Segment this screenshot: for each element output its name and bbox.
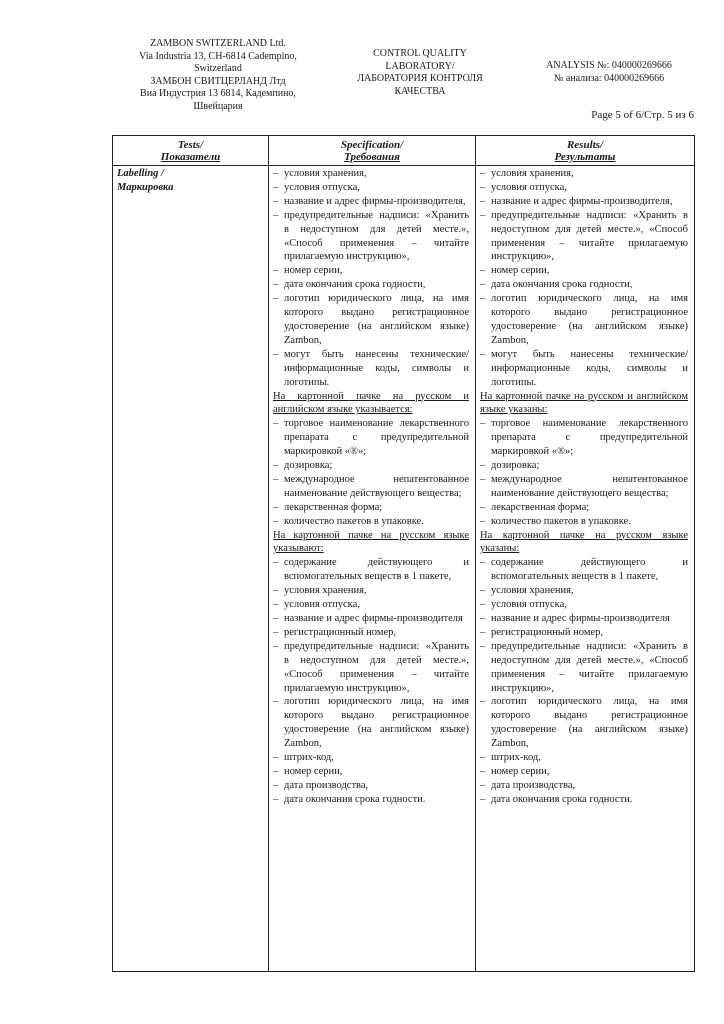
section-heading: На картонной пачке на русском и английском языке указаны: [480, 390, 688, 416]
company-country-ru: Швейцария [193, 100, 243, 112]
list-item-text: лекарственная форма; [491, 501, 590, 513]
list-item-text: штрих-код, [491, 752, 541, 764]
dash-bullet: – [480, 765, 486, 777]
list-item [480, 556, 688, 584]
lab-line: КАЧЕСТВА [394, 85, 446, 97]
list-item [480, 473, 688, 501]
list-item [480, 459, 688, 473]
list-item [480, 793, 688, 807]
list-item [273, 556, 469, 584]
dash-bullet: – [273, 195, 279, 207]
list-item [273, 751, 469, 765]
section-heading: На картонной пачке на русском языке указывают: [273, 529, 469, 555]
list-item-text: номер серии, [491, 265, 550, 277]
analysis-block [524, 60, 694, 85]
dash-bullet: – [480, 515, 486, 527]
list-item-text: дата окончания срока годности. [284, 793, 426, 805]
dash-bullet: – [480, 209, 486, 221]
list-item [273, 473, 469, 501]
header-specification: Specification/ Требования [269, 136, 476, 166]
list-item-text: дата окончания срока годности, [491, 279, 633, 291]
dash-bullet: – [273, 557, 279, 569]
list-item-text: торговое наименование лекарственного препарата с предупредительной маркировкой «®»; [284, 418, 469, 458]
list-item [273, 209, 469, 265]
list-item-text: могут быть нанесены технические/информационные коды, символы и логотипы. [284, 348, 469, 388]
dash-bullet: – [273, 168, 279, 179]
list-item-text: логотип юридического лица, на имя которого выдано регистрационное удостоверение (на английском языке) Zambon, [284, 696, 469, 750]
list-item-text: название и адрес фирмы-производителя, [284, 195, 466, 207]
list-item [480, 501, 688, 515]
list-item [480, 209, 688, 265]
list-item [480, 515, 688, 529]
dash-bullet: – [480, 640, 486, 652]
list-item-text: условия отпуска, [491, 599, 567, 611]
dash-bullet: – [273, 515, 279, 527]
list-item [480, 348, 688, 390]
list-item [273, 612, 469, 626]
section-heading: На картонной пачке на русском и английском языке указывается: [273, 390, 469, 416]
list-item [480, 612, 688, 626]
dash-bullet: – [273, 265, 279, 277]
page-number: Page 5 of 6/Стр. 5 из 6 [591, 109, 694, 121]
table-row [113, 166, 695, 972]
lab-block [336, 48, 504, 98]
header-tests: Tests/ Показатели [113, 136, 269, 166]
dash-bullet: – [480, 585, 486, 597]
list-item-text: номер серии, [491, 765, 550, 777]
list-item-text: международное непатентованное наименование действующего вещества; [284, 473, 469, 499]
list-item-text: количество пакетов в упаковке. [491, 515, 631, 527]
list-item-text: условия отпуска, [284, 181, 360, 193]
list-item [480, 181, 688, 195]
dash-bullet: – [480, 599, 486, 611]
lab-line: LABORATORY/ [385, 60, 455, 72]
analysis-number-en: ANALYSIS №: 040000269666 [546, 60, 672, 71]
list-item-text: название и адрес фирмы-производителя, [491, 195, 673, 207]
list-item [273, 195, 469, 209]
dash-bullet: – [273, 209, 279, 221]
dash-bullet: – [273, 779, 279, 791]
dash-bullet: – [480, 168, 486, 179]
dash-bullet: – [480, 279, 486, 291]
test-name-en: Labelling / [117, 168, 164, 179]
test-name-cell [113, 166, 269, 972]
dash-bullet: – [273, 585, 279, 597]
list-item [273, 515, 469, 529]
company-country-en: Switzerland [194, 63, 242, 74]
specification-cell [269, 166, 476, 972]
list-item [480, 167, 688, 181]
list-item-text: номер серии, [284, 265, 343, 277]
company-address-en: Via Industria 13, CH-6814 Cadempino, [139, 50, 297, 62]
list-item-text: содержание действующего и вспомогательных веществ в 1 пакете, [491, 557, 688, 583]
dash-bullet: – [480, 696, 486, 708]
list-item-text: предупредительные надписи: «Хранить в недоступном для детей месте.», «Способ применения – читайте прилагаемую инструкцию», [284, 640, 469, 694]
list-item [273, 181, 469, 195]
dash-bullet: – [480, 265, 486, 277]
company-name-ru: ЗАМБОН СВИТЦЕРЛАНД Лтд [150, 75, 286, 87]
dash-bullet: – [273, 765, 279, 777]
list-item [273, 417, 469, 459]
dash-bullet: – [273, 696, 279, 708]
lab-line: CONTROL QUALITY [373, 48, 467, 59]
list-item-text: номер серии, [284, 765, 343, 777]
dash-bullet: – [273, 279, 279, 291]
list-item [273, 626, 469, 640]
list-item-text: логотип юридического лица, на имя которого выдано регистрационное удостоверение (на английском языке) Zambon, [284, 293, 469, 346]
dash-bullet: – [273, 640, 279, 652]
list-item-text: условия хранения, [491, 585, 574, 597]
table-header-row [113, 136, 695, 166]
dash-bullet: – [273, 501, 279, 513]
list-item-text: логотип юридического лица, на имя которого выдано регистрационное удостоверение (на английском языке) Zambon, [491, 696, 688, 750]
list-item-text: дозировка; [491, 460, 540, 472]
list-item [480, 264, 688, 278]
list-item [480, 751, 688, 765]
list-item [480, 779, 688, 793]
company-name-en: ZAMBON SWITZERLAND Ltd. [150, 38, 286, 49]
list-item-text: количество пакетов в упаковке. [284, 515, 424, 527]
results-cell [476, 166, 695, 972]
dash-bullet: – [273, 181, 279, 193]
dash-bullet: – [480, 501, 486, 513]
dash-bullet: – [480, 348, 486, 360]
list-item [273, 167, 469, 181]
dash-bullet: – [480, 557, 486, 569]
list-item-text: предупредительные надписи: «Хранить в недоступном для детей месте.», «Способ применения – читайте прилагаемую инструкцию», [491, 640, 688, 694]
list-item [273, 793, 469, 807]
dash-bullet: – [273, 348, 279, 360]
list-item-text: могут быть нанесены технические/информационные коды, символы и логотипы. [491, 348, 688, 388]
list-item [480, 765, 688, 779]
dash-bullet: – [480, 460, 486, 472]
list-item [480, 278, 688, 292]
dash-bullet: – [273, 752, 279, 764]
list-item [273, 779, 469, 793]
list-item-text: название и адрес фирмы-производителя [491, 613, 670, 624]
list-item-text: торговое наименование лекарственного препарата с предупредительной маркировкой «®»; [491, 418, 688, 458]
list-item-text: дата окончания срока годности. [491, 793, 633, 805]
list-item [273, 292, 469, 348]
list-item-text: дата производства, [284, 779, 369, 791]
list-item-text: условия хранения, [284, 168, 367, 179]
dash-bullet: – [480, 473, 486, 485]
dash-bullet: – [480, 779, 486, 791]
dash-bullet: – [273, 293, 279, 305]
dash-bullet: – [480, 293, 486, 305]
dash-bullet: – [273, 626, 279, 638]
list-item [273, 765, 469, 779]
list-item [273, 584, 469, 598]
dash-bullet: – [480, 181, 486, 193]
list-item [273, 459, 469, 473]
list-item [273, 348, 469, 390]
list-item [480, 598, 688, 612]
dash-bullet: – [480, 195, 486, 207]
analysis-number-ru: № анализа: 040000269666 [553, 72, 665, 84]
list-item-text: штрих-код, [284, 752, 334, 764]
dash-bullet: – [273, 473, 279, 485]
list-item [273, 278, 469, 292]
list-item-text: международное непатентованное наименование действующего вещества; [491, 473, 688, 499]
list-item-text: условия отпуска, [491, 181, 567, 193]
list-item-text: дозировка; [284, 460, 333, 472]
dash-bullet: – [480, 793, 486, 805]
dash-bullet: – [273, 793, 279, 805]
list-item-text: регистрационный номер, [284, 626, 396, 638]
test-name-ru: Маркировка [117, 181, 174, 193]
list-item-text: условия хранения, [284, 585, 367, 597]
list-item [273, 501, 469, 515]
lab-line: ЛАБОРАТОРИЯ КОНТРОЛЯ [357, 73, 483, 84]
list-item-text: содержание действующего и вспомогательных веществ в 1 пакете, [284, 557, 469, 583]
list-item-text: условия отпуска, [284, 599, 360, 611]
list-item-text: название и адрес фирмы-производителя [284, 613, 463, 624]
list-item [480, 584, 688, 598]
company-block [128, 38, 308, 113]
list-item-text: предупредительные надписи: «Хранить в недоступном для детей месте.», «Способ применения – читайте прилагаемую инструкцию», [284, 209, 469, 263]
header-results: Results/ Результаты [476, 136, 695, 166]
list-item-text: предупредительные надписи: «Хранить в недоступном для детей месте.», «Способ применения – читайте прилагаемую инструкцию», [491, 209, 688, 263]
specification-table [112, 135, 695, 972]
dash-bullet: – [480, 418, 486, 430]
dash-bullet: – [273, 418, 279, 430]
dash-bullet: – [480, 626, 486, 638]
list-item-text: логотип юридического лица, на имя которого выдано регистрационное удостоверение (на английском языке) Zambon, [491, 293, 688, 346]
list-item [480, 195, 688, 209]
section-heading: На картонной пачке на русском языке указаны: [480, 529, 688, 555]
company-address-ru: Виа Индустрия 13 6814, Кадемпино, [140, 88, 296, 99]
dash-bullet: – [273, 460, 279, 472]
list-item [273, 695, 469, 751]
list-item-text: лекарственная форма; [284, 501, 383, 513]
list-item [480, 626, 688, 640]
dash-bullet: – [480, 752, 486, 764]
list-item [273, 264, 469, 278]
list-item [480, 417, 688, 459]
list-item [480, 292, 688, 348]
list-item-text: условия хранения, [491, 168, 574, 179]
dash-bullet: – [273, 599, 279, 611]
list-item [480, 695, 688, 751]
dash-bullet: – [480, 613, 486, 624]
dash-bullet: – [273, 613, 279, 624]
list-item [273, 598, 469, 612]
list-item-text: дата производства, [491, 779, 576, 791]
list-item [480, 640, 688, 696]
list-item-text: дата окончания срока годности, [284, 279, 426, 291]
list-item-text: регистрационный номер, [491, 626, 603, 638]
list-item [273, 640, 469, 696]
